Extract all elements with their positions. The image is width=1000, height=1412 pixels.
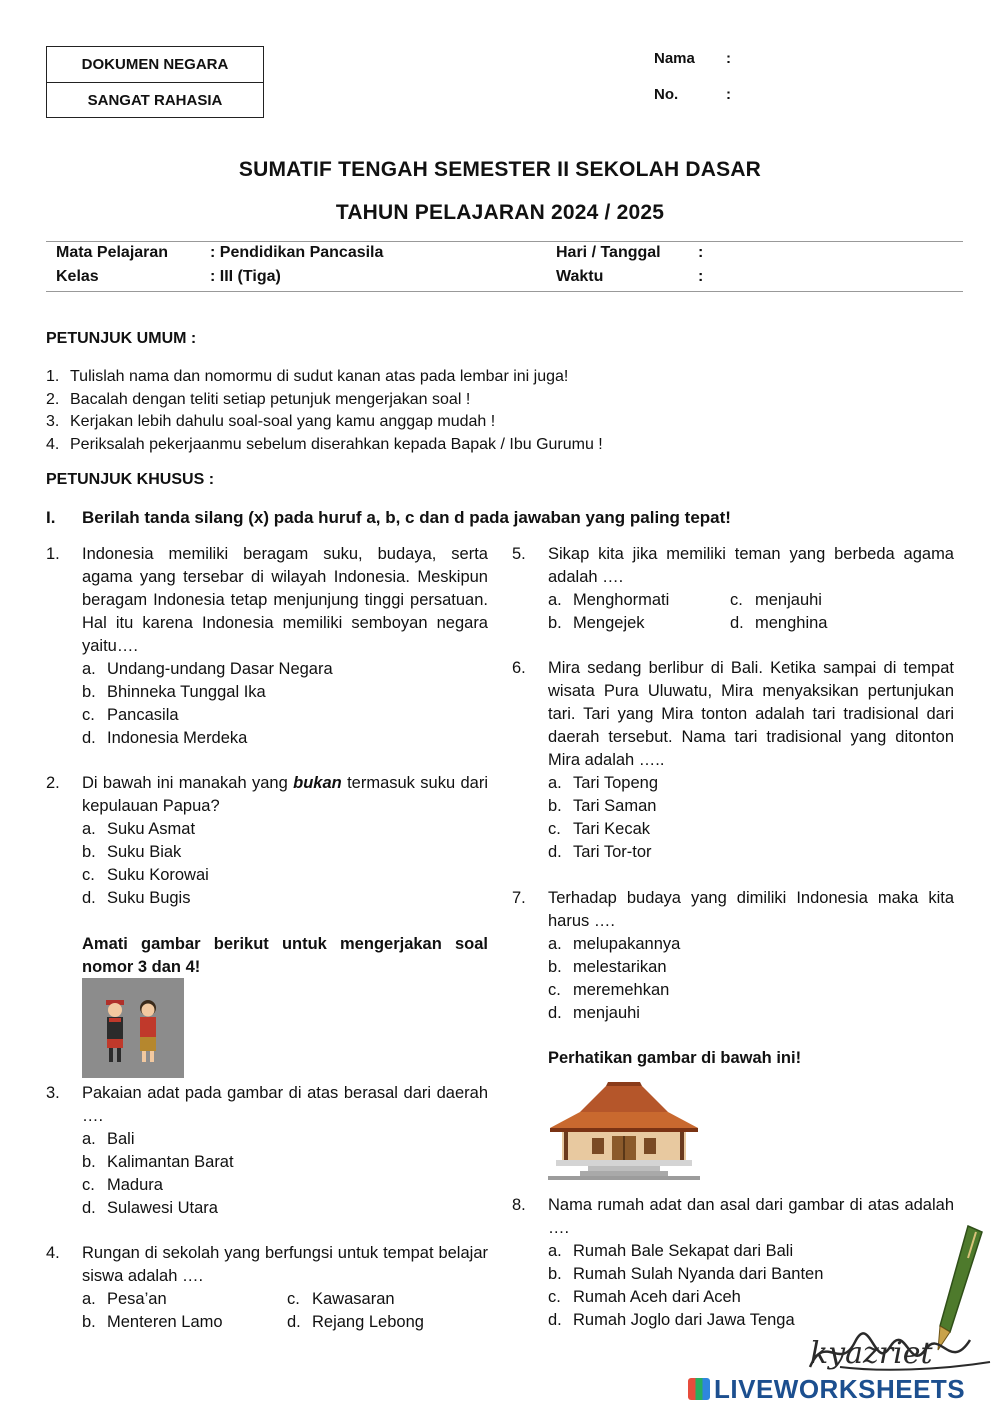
list-item: 2. Bacalah dengan teliti setiap petunjuk mengerjakan soal !	[46, 390, 471, 408]
question-stem: Terhadap budaya yang dimiliki Indonesia maka kita harus ….	[548, 889, 954, 930]
question-3: 3. Pakaian adat pada gambar di atas berasal dari daerah …. a. Bali b. Kalimantan Barat c. Madura d. Sulawesi Utara	[46, 1082, 488, 1220]
option-c[interactable]: c. Pancasila	[82, 706, 179, 724]
time-label: Waktu	[556, 268, 604, 285]
option-b[interactable]: b. Bhinneka Tunggal Ika	[82, 683, 266, 701]
option-d[interactable]: d. Rejang Lebong	[287, 1313, 424, 1331]
option-row	[82, 1288, 488, 1311]
option-c[interactable]: c. Madura	[82, 1176, 163, 1194]
day-date-label: Hari / Tanggal	[556, 244, 661, 261]
logo-text: LIVEWORKSHEETS	[714, 1374, 966, 1404]
document-classification-box	[46, 46, 264, 118]
question-4: 4. Rungan di sekolah yang berfungsi untuk tempat belajar siswa adalah …. a. Pesa’an c. Kawasaran b. Menteren Lamo d. Rejang Lebong	[46, 1242, 488, 1334]
info-bottom-rule	[46, 291, 963, 292]
option-b[interactable]: b. Mengejek	[548, 614, 645, 632]
option-b[interactable]: b. Menteren Lamo	[82, 1313, 223, 1331]
option-row	[82, 1311, 488, 1334]
option-d[interactable]: d. Sulawesi Utara	[82, 1199, 218, 1217]
option-c[interactable]: c. Rumah Aceh dari Aceh	[548, 1288, 741, 1306]
option-c[interactable]: c. menjauhi	[730, 591, 822, 609]
name-label: Nama	[654, 50, 695, 67]
question-6: 6. Mira sedang berlibur di Bali. Ketika sampai di tempat wisata Pura Uluwatu, Mira menyaksikan pertunjukan tari. Tari yang Mira tonton adalah tari tradisional dari daerah tersebut. Nama tari tradisional yang ditonton Mira adalah ….. a. Tari Topeng b. Tari Saman c. Tari Kecak d. Tari Tor-tor	[512, 657, 954, 864]
option-row	[548, 612, 954, 635]
option-a[interactable]: a. melupakannya	[548, 935, 681, 953]
question-5: 5. Sikap kita jika memiliki teman yang berbeda agama adalah …. a. Menghormati c. menjauhi b. Mengejek d. menghina	[512, 543, 954, 635]
option-d[interactable]: d. Tari Tor-tor	[548, 843, 652, 861]
subject-value: : Pendidikan Pancasila	[210, 244, 384, 261]
option-b[interactable]: b. Kalimantan Barat	[82, 1153, 234, 1171]
option-a[interactable]: a. Undang-undang Dasar Negara	[82, 660, 333, 678]
option-a[interactable]: a. Suku Asmat	[82, 820, 196, 838]
question-stem: Sikap kita jika memiliki teman yang berbeda agama adalah ….	[548, 545, 954, 586]
exam-title: SUMATIF TENGAH SEMESTER II SEKOLAH DASAR	[238, 158, 762, 181]
traditional-costume-image	[82, 978, 184, 1078]
liveworksheets-logo	[688, 1374, 965, 1405]
option-d[interactable]: d. menghina	[730, 614, 828, 632]
option-d[interactable]: d. Rumah Joglo dari Jawa Tenga	[548, 1311, 795, 1329]
option-b[interactable]: b. melestarikan	[548, 958, 667, 976]
option-b[interactable]: b. Suku Biak	[82, 843, 182, 861]
class-label: Kelas	[56, 268, 99, 285]
general-instructions-list	[46, 366, 746, 456]
question-1: 1. Indonesia memiliki beragam suku, budaya, serta agama yang tersebar di wilayah Indonesia. Meskipun beragam Indonesia tetap menjunjung tinggi persatuan. Hal itu karena Indonesia memiliki semboyan negara yaitu…. a. Undang-undang Dasar Negara b. Bhinneka Tunggal Ika c. Pancasila d. Indonesia Merdeka	[46, 543, 488, 750]
class-value: : III (Tiga)	[210, 268, 281, 285]
section-instruction: Berilah tanda silang (x) pada huruf a, b, c dan d pada jawaban yang paling tepat!	[82, 508, 731, 527]
name-colon: :	[726, 50, 731, 67]
number-field	[654, 86, 731, 103]
general-instructions-heading: PETUNJUK UMUM :	[46, 330, 197, 347]
question-stem: Di bawah ini manakah yang bukan termasuk suku dari kepulauan Papua?	[82, 774, 488, 815]
option-d[interactable]: d. Indonesia Merdeka	[82, 729, 248, 747]
subject-label: Mata Pelajaran	[56, 244, 169, 261]
option-a[interactable]: a. Bali	[82, 1130, 135, 1148]
time-colon: :	[698, 268, 704, 285]
picture-note-q3-q4: Amati gambar berikut untuk mengerjakan soal nomor 3 dan 4!	[82, 935, 488, 976]
option-b[interactable]: b. Tari Saman	[548, 797, 657, 815]
question-8: 8. Nama rumah adat dan asal dari gambar di atas adalah …. a. Rumah Bale Sekapat dari Bali b. Rumah Sulah Nyanda dari Banten c. Rumah Aceh dari Aceh d. Rumah Joglo dari Jawa Tenga	[512, 1194, 954, 1332]
list-item: 3. Kerjakan lebih dahulu soal-soal yang kamu anggap mudah !	[46, 413, 496, 430]
option-d[interactable]: d. menjauhi	[548, 1004, 640, 1022]
list-item: 1. Tulislah nama dan nomormu di sudut kanan atas pada lembar ini juga!	[46, 368, 569, 385]
pen-icon	[938, 1226, 982, 1350]
traditional-house-image	[548, 1078, 700, 1182]
option-a[interactable]: a. Menghormati	[548, 591, 670, 609]
option-c[interactable]: c. Kawasaran	[287, 1290, 395, 1308]
number-label: No.	[654, 86, 679, 103]
question-7: 7. Terhadap budaya yang dimiliki Indonesia maka kita harus …. a. melupakannya b. melestarikan c. meremehkan d. menjauhi	[512, 887, 954, 1025]
number-colon: :	[726, 86, 731, 103]
option-b[interactable]: b. Rumah Sulah Nyanda dari Banten	[548, 1265, 824, 1283]
day-date-colon: :	[698, 244, 704, 261]
question-stem: Mira sedang berlibur di Bali. Ketika sampai di tempat wisata Pura Uluwatu, Mira menyaksikan pertunjukan tari. Tari yang Mira tonton adalah tari tradisional dari daerah tersebut. Nama tari tradisional yang ditonton Mira adalah …..	[548, 659, 954, 769]
question-stem: Indonesia memiliki beragam suku, budaya, serta agama yang tersebar di wilayah Indonesia. Meskipun beragam Indonesia tetap menjunjung tinggi persatuan. Hal itu karena Indonesia memiliki semboyan negara yaitu….	[82, 545, 488, 655]
option-c[interactable]: c. meremehkan	[548, 981, 670, 999]
question-2: 2. Di bawah ini manakah yang bukan termasuk suku dari kepulauan Papua? a. Suku Asmat b. Suku Biak c. Suku Korowai d. Suku Bugis	[46, 772, 488, 910]
classification-bottom: SANGAT RAHASIA	[47, 82, 263, 118]
logo-icon	[688, 1378, 710, 1400]
question-stem: Rungan di sekolah yang berfungsi untuk tempat belajar siswa adalah ….	[82, 1244, 488, 1285]
academic-year: TAHUN PELAJARAN 2024 / 2025	[335, 201, 665, 224]
list-item: 4. Periksalah pekerjaanmu sebelum diserahkan kepada Bapak / Ibu Gurumu !	[46, 435, 603, 453]
option-c[interactable]: c. Tari Kecak	[548, 820, 651, 838]
section-roman-numeral: I.	[46, 508, 56, 527]
question-stem: Nama rumah adat dan asal dari gambar di atas adalah ….	[548, 1196, 954, 1237]
option-d[interactable]: d. Suku Bugis	[82, 889, 191, 907]
option-row	[548, 589, 954, 612]
picture-note-q8: Perhatikan gambar di bawah ini!	[548, 1049, 802, 1067]
option-a[interactable]: a. Tari Topeng	[548, 774, 659, 792]
special-instructions-heading: PETUNJUK KHUSUS :	[46, 471, 215, 488]
classification-top: DOKUMEN NEGARA	[81, 56, 229, 73]
option-a[interactable]: a. Rumah Bale Sekapat dari Bali	[548, 1242, 794, 1260]
option-c[interactable]: c. Suku Korowai	[82, 866, 209, 884]
info-top-rule	[46, 241, 963, 242]
option-a[interactable]: a. Pesa’an	[82, 1290, 167, 1308]
question-stem: Pakaian adat pada gambar di atas berasal dari daerah ….	[82, 1084, 488, 1125]
signature-text: kyazriet	[810, 1336, 933, 1371]
name-field	[654, 50, 731, 67]
